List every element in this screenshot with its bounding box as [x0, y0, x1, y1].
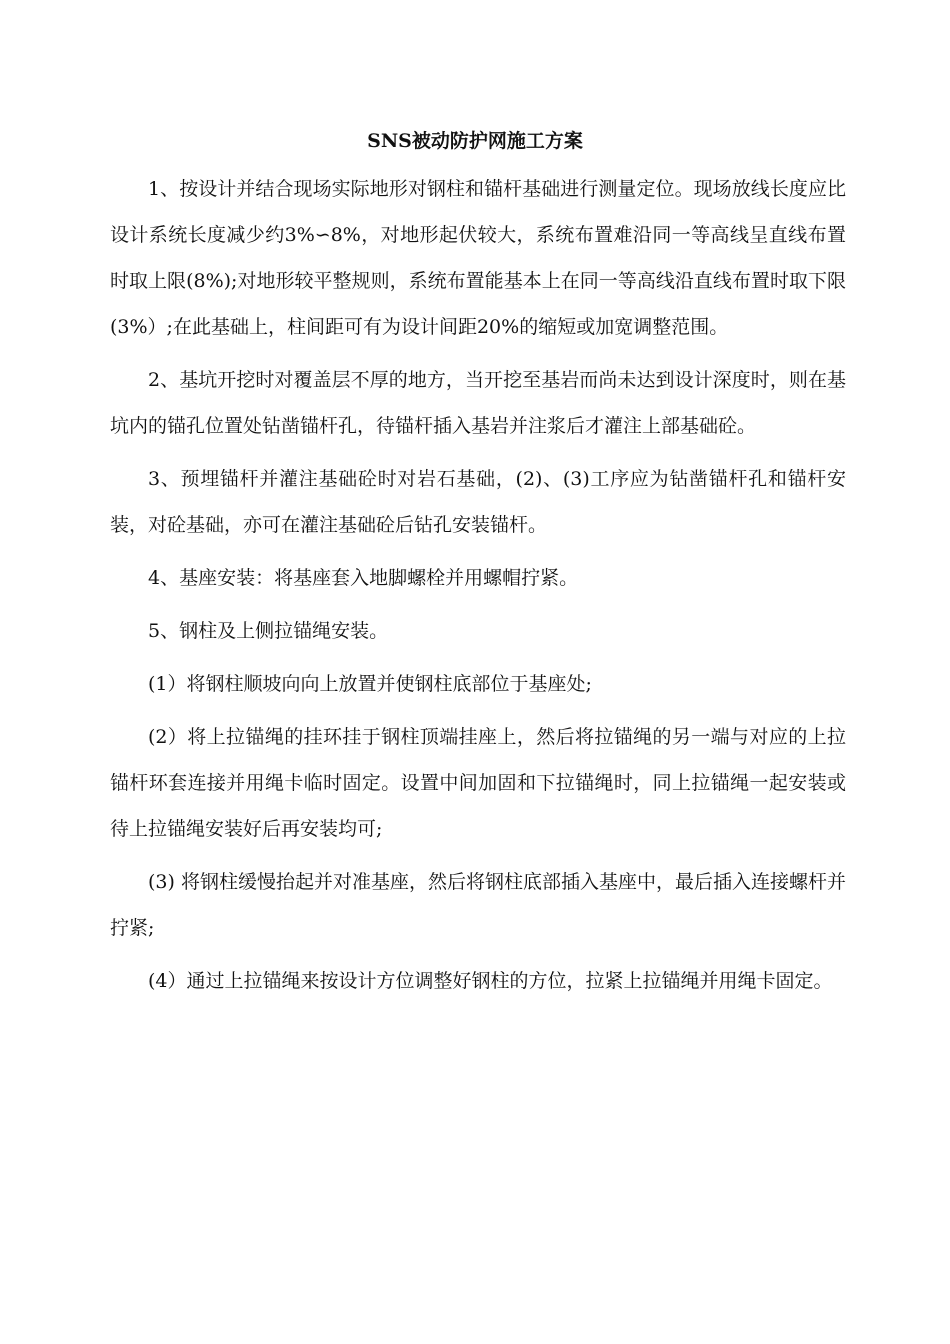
- paragraph-4: 4、基座安装：将基座套入地脚螺栓并用螺帽拧紧。: [148, 567, 579, 589]
- paragraph-5-step-1: (1）将钢柱顺坡向向上放置并使钢柱底部位于基座处;: [148, 673, 592, 695]
- paragraph-5-step-4: (4）通过上拉锚绳来按设计方位调整好钢柱的方位，拉紧上拉锚绳并用绳卡固定。: [148, 970, 833, 992]
- paragraph-5: 5、钢柱及上侧拉锚绳安装。: [148, 620, 389, 642]
- paragraph-5-step-3: (3) 将钢柱缓慢抬起并对准基座，然后将钢柱底部插入基座中，最后插入连接螺杆并拧紧;: [110, 871, 846, 939]
- paragraph-1: 1、按设计并结合现场实际地形对钢柱和锚杆基础进行测量定位。现场放线长度应比设计系统长度减少约3%∽8%，对地形起伏较大，系统布置难沿同一等高线呈直线布置时取上限(8%);对地形较平整规则，系统布置能基本上在同一等高线沿直线布置时取下限(3%）;在此基础上，柱间距可有为设计间距20%的缩短或加宽调整范围。: [110, 178, 846, 338]
- paragraph-2: 2、基坑开挖时对覆盖层不厚的地方，当开挖至基岩而尚未达到设计深度时，则在基坑内的锚孔位置处钻凿锚杆孔，待锚杆插入基岩并注浆后才灌注上部基础砼。: [110, 369, 846, 437]
- document-title: SNS被动防护网施工方案: [367, 130, 583, 152]
- document-body: [110, 166, 846, 1011]
- paragraph-5-step-2: (2）将上拉锚绳的挂环挂于钢柱顶端挂座上，然后将拉锚绳的另一端与对应的上拉锚杆环套连接并用绳卡临时固定。设置中间加固和下拉锚绳时，同上拉锚绳一起安装或待上拉锚绳安装好后再安装均可;: [110, 726, 846, 840]
- paragraph-3: 3、预埋锚杆并灌注基础砼时对岩石基础，(2)、(3)工序应为钻凿锚杆孔和锚杆安装，对砼基础，亦可在灌注基础砼后钻孔安装锚杆。: [110, 468, 846, 536]
